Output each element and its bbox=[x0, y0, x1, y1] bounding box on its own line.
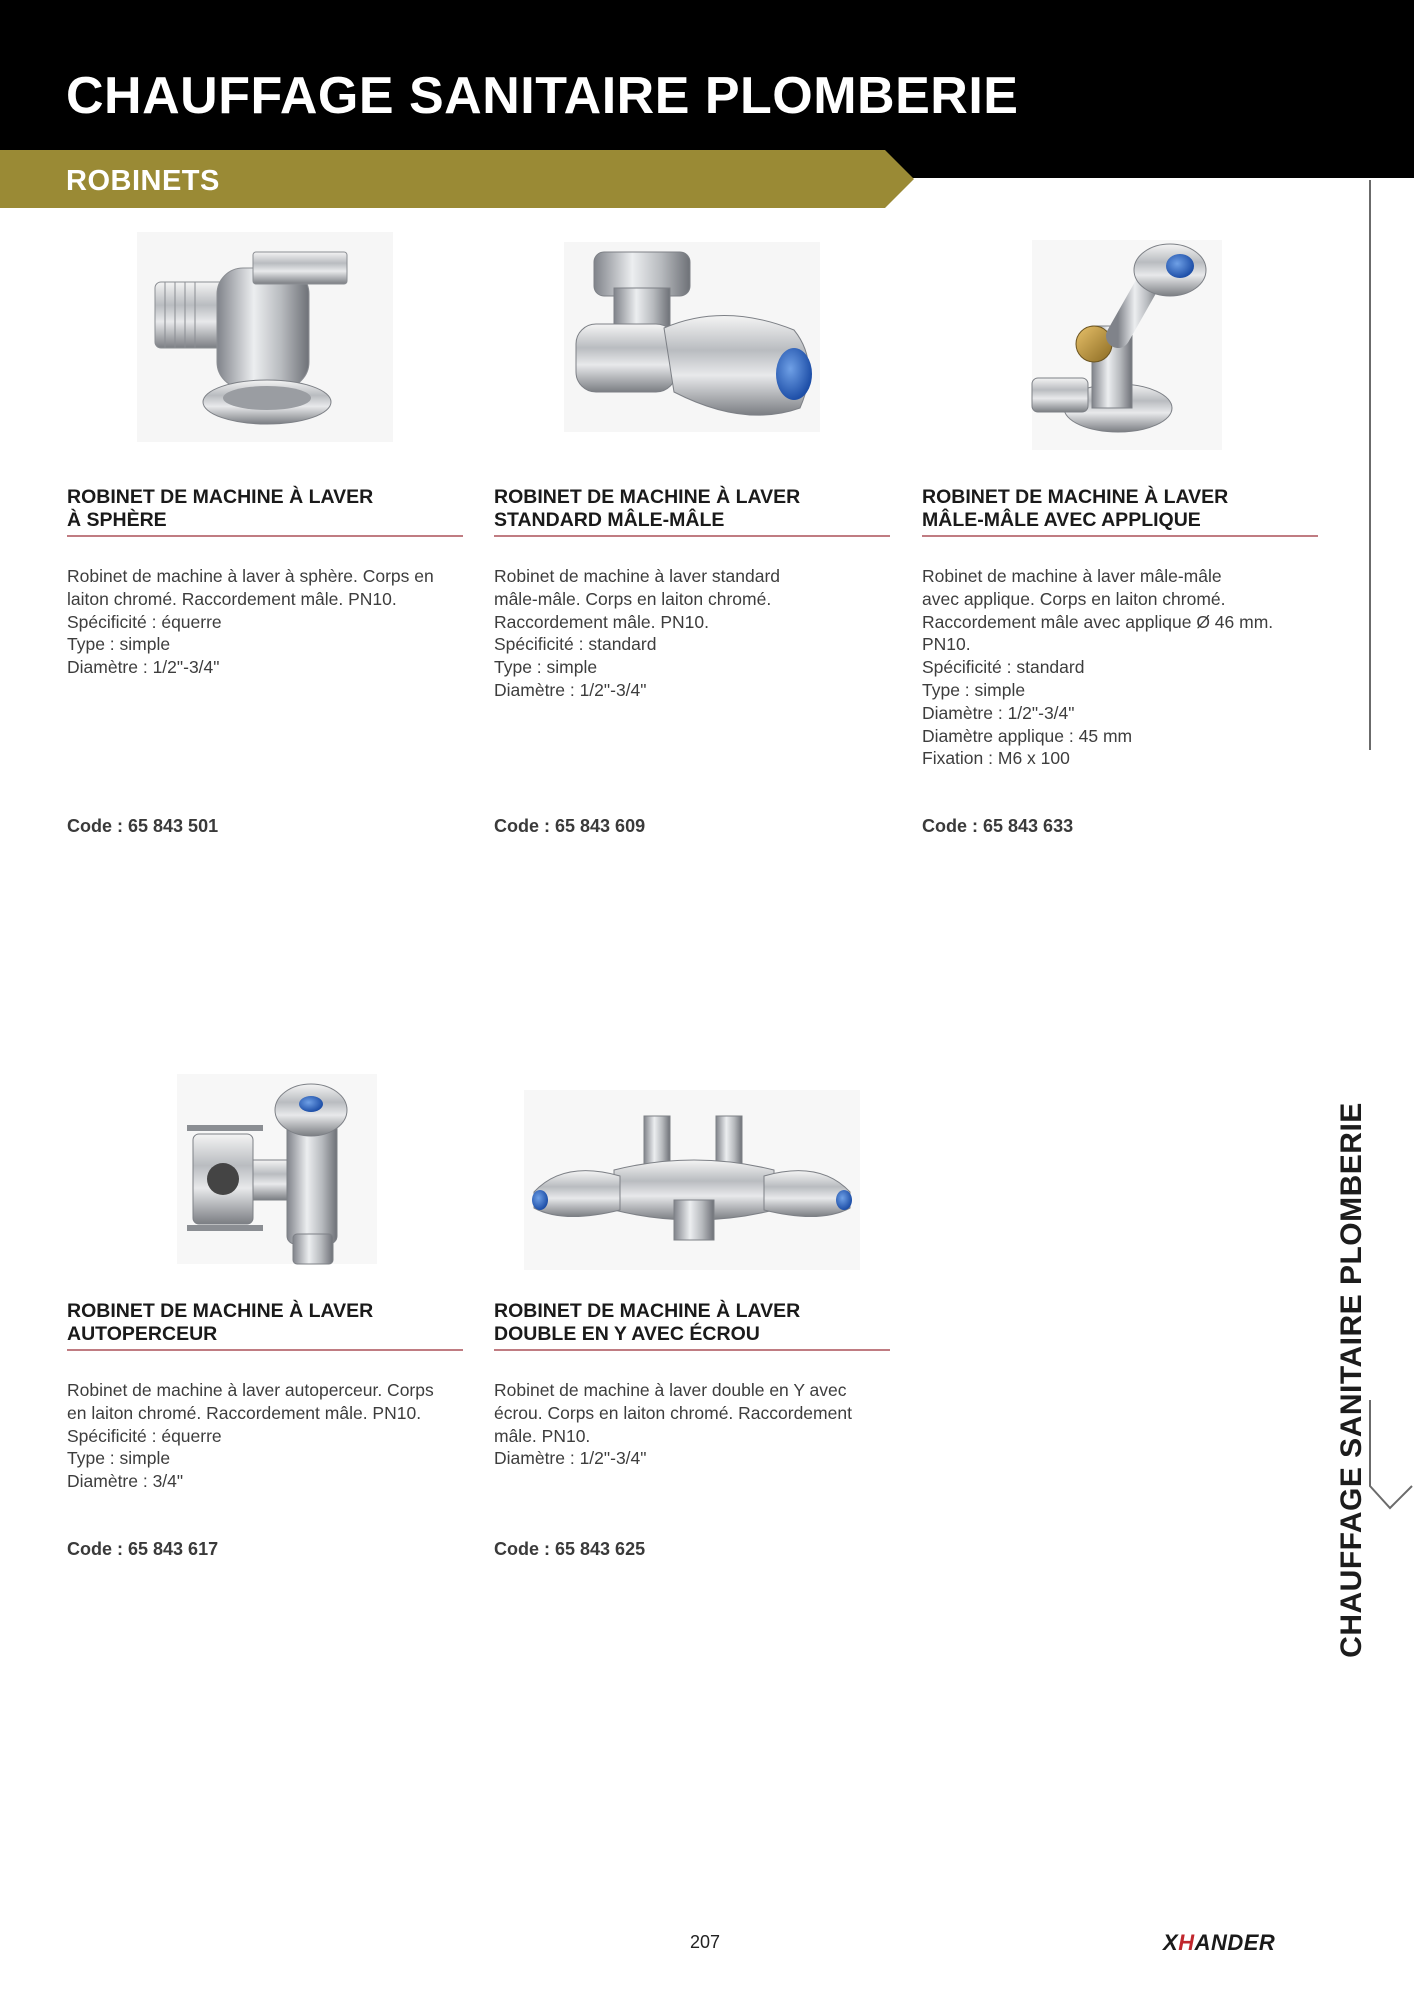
product-code: Code : 65 843 609 bbox=[494, 816, 646, 836]
angle-valve-image bbox=[67, 232, 463, 442]
product-code: Code : 65 843 625 bbox=[494, 1539, 646, 1559]
side-arrow bbox=[1368, 1478, 1414, 1518]
product-description: Robinet de machine à laver mâle-mâle avec applique. Corps en laiton chromé. Raccordement mâle avec applique Ø 46 mm. PN10. Spécificité : standard Type : simple Diamètre : 1/2"-3/4" Diamètre applique : 45 mm Fixation : M6 x 100 bbox=[922, 566, 1274, 769]
page-title: CHAUFFAGE SANITAIRE PLOMBERIE bbox=[66, 67, 1019, 125]
product-description: Robinet de machine à laver standard mâle-mâle. Corps en laiton chromé. Raccordement mâle. PN10. Spécificité : standard Type : simple Diamètre : 1/2"-3/4" bbox=[494, 566, 781, 700]
self-piercing-valve-image bbox=[67, 1064, 463, 1274]
wall-valve-image bbox=[922, 240, 1318, 450]
product-title: ROBINET DE MACHINE À LAVER AUTOPERCEUR bbox=[67, 1300, 463, 1351]
section-title: ROBINETS bbox=[66, 165, 220, 197]
product-code: Code : 65 843 617 bbox=[67, 1539, 219, 1559]
standard-valve-image bbox=[494, 232, 890, 442]
product-code: Code : 65 843 501 bbox=[67, 816, 219, 836]
product-title: ROBINET DE MACHINE À LAVER DOUBLE EN Y AVEC ÉCROU bbox=[494, 1300, 890, 1351]
product-code: Code : 65 843 633 bbox=[922, 816, 1074, 836]
product-title: ROBINET DE MACHINE À LAVER MÂLE-MÂLE AVEC APPLIQUE bbox=[922, 486, 1318, 537]
page-number: 207 bbox=[690, 1932, 721, 1952]
side-divider-bottom bbox=[1369, 1400, 1371, 1480]
product-description: Robinet de machine à laver double en Y avec écrou. Corps en laiton chromé. Raccordement mâle. PN10. Diamètre : 1/2"-3/4" bbox=[494, 1380, 852, 1469]
brand-logo: XHANDER bbox=[1163, 1930, 1276, 1955]
side-tab-label: CHAUFFAGE SANITAIRE PLOMBERIE bbox=[1335, 1102, 1368, 1658]
side-divider-top bbox=[1369, 180, 1371, 750]
double-y-valve-image bbox=[494, 1080, 890, 1290]
product-title: ROBINET DE MACHINE À LAVER À SPHÈRE bbox=[67, 486, 463, 537]
product-title: ROBINET DE MACHINE À LAVER STANDARD MÂLE-MÂLE bbox=[494, 486, 890, 537]
product-description: Robinet de machine à laver autoperceur. Corps en laiton chromé. Raccordement mâle. PN10. Spécificité : équerre Type : simple Diamètre : 3/4" bbox=[67, 1380, 434, 1492]
product-description: Robinet de machine à laver à sphère. Corps en laiton chromé. Raccordement mâle. PN10. Spécificité : équerre Type : simple Diamètre : 1/2"-3/4" bbox=[67, 566, 434, 678]
